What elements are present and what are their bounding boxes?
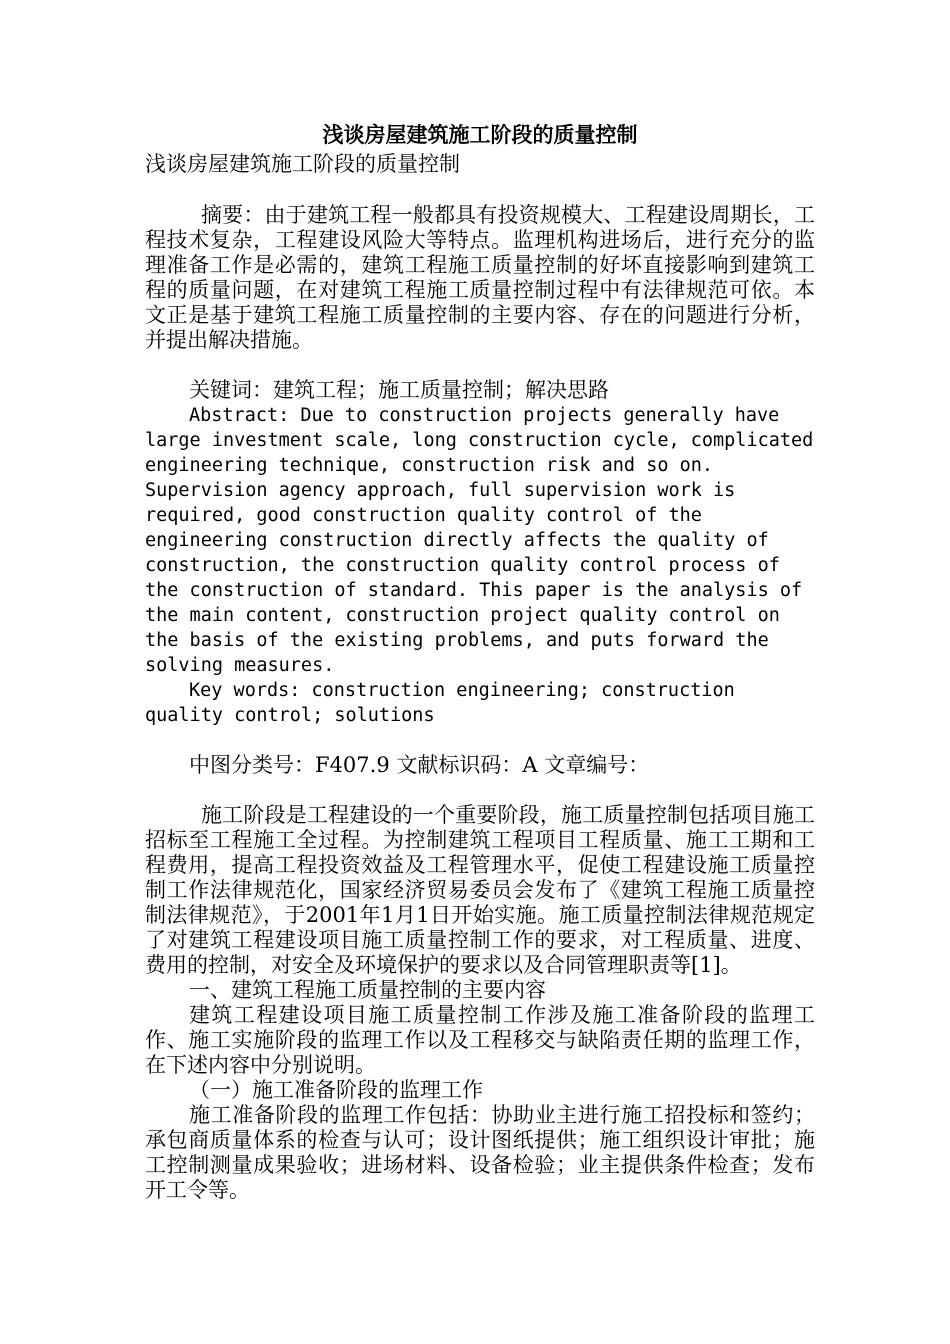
document-page — [145, 120, 815, 1203]
subsection-paragraph: 施工准备阶段的监理工作包括：协助业主进行施工招投标和签约；承包商质量体系的检查与认可；设计图纸提供；施工组织设计审批；施工控制测量成果验收；进场材料、设备检验；业主提供条件检查；发布开工令等。 — [145, 1103, 815, 1202]
abstract-cn: 摘要：由于建筑工程一般都具有投资规模大、工程建设周期长，工程技术复杂，工程建设风险大等特点。监理机构进场后，进行充分的监理准备工作是必需的，建筑工程施工质量控制的好坏直接影响到建筑工程的质量问题，在对建筑工程施工质量控制过程中有法律规范可依。本文正是基于建筑工程施工质量控制的主要内容、存在的问题进行分析，并提出解决措施。 — [145, 203, 815, 352]
keywords-en: Key words: construction engineering; construction quality control; solutions — [145, 680, 735, 726]
section-heading: 一、建筑工程施工质量控制的主要内容 — [189, 978, 546, 1002]
spacer — [145, 728, 815, 753]
spacer — [145, 778, 815, 803]
section-paragraph: 建筑工程建设项目施工质量控制工作涉及施工准备阶段的监理工作、施工实施阶段的监理工作以及工程移交与缺陷责任期的监理工作，在下述内容中分别说明。 — [145, 1003, 815, 1077]
abstract-en: Abstract: Due to construction projects generally have large investment scale, long construction cycle, complicated engineering technique, construction risk and so on. Supervision agency approach, full supervision work is required, good construction quality control of the engineering construction directly affects the quality of construction, the construction quality control process of the construction of standard. This paper is the analysis of the main content, construction project quality control on the basis of the existing problems, and puts forward the solving measures. — [145, 405, 814, 676]
classification-line: 中图分类号：F407.9 文献标识码：A 文章编号： — [189, 753, 650, 777]
spacer — [145, 178, 815, 203]
subsection-heading: （一）施工准备阶段的监理工作 — [189, 1078, 483, 1102]
intro-paragraph: 施工阶段是工程建设的一个重要阶段，施工质量控制包括项目施工招标至工程施工全过程。为控制建筑工程项目工程质量、施工工期和工程费用，提高工程投资效益及工程管理水平，促使工程建设施工质量控制工作法律规范化，国家经济贸易委员会发布了《建筑工程施工质量控制法律规范》，于2001年1月1日开始实施。施工质量控制法律规范规定了对建筑工程建设项目施工质量控制工作的要求，对工程质量、进度、费用的控制，对安全及环境保护的要求以及合同管理职责等[1]。 — [145, 803, 815, 977]
document-title: 浅谈房屋建筑施工阶段的质量控制 — [322, 122, 638, 147]
keywords-cn: 关键词：建筑工程；施工质量控制；解决思路 — [189, 378, 609, 402]
spacer — [145, 353, 815, 378]
document-subtitle: 浅谈房屋建筑施工阶段的质量控制 — [145, 152, 460, 176]
